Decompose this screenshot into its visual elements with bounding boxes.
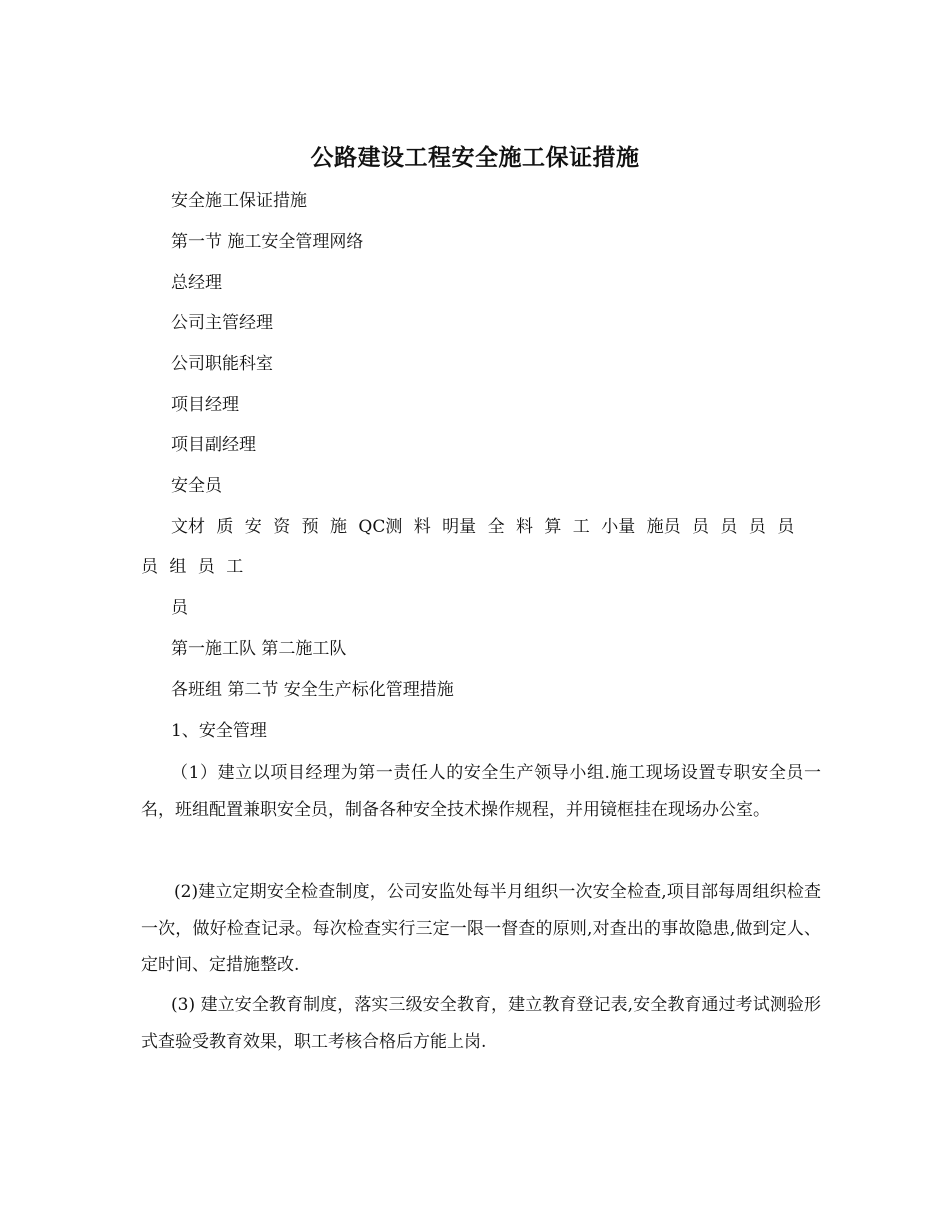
text-line: 总经理 [171,273,222,293]
text-line: 公司职能科室 [171,354,273,374]
paragraph: (2)建立定期安全检查制度，公司安监处每半月组织一次安全检查,项目部每周组织检查一次，做好检查记录。每次检查实行三定一限一督查的原则,对查出的事故隐患,做到定人、定时间、定措施整改. [141,882,821,975]
section-heading: 1、安全管理 [171,721,267,741]
text-line: 项目副经理 [171,435,256,455]
document-title: 公路建设工程安全施工保证措施 [310,144,640,171]
text-line: 安全员 [171,476,222,496]
text-line: 公司主管经理 [171,313,273,333]
text-line: 第一施工队 第二施工队 [171,639,347,659]
text-line: 第一节 施工安全管理网络 [171,232,364,252]
text-line: 项目经理 [171,395,239,415]
paragraph: （1）建立以项目经理为第一责任人的安全生产领导小组.施工现场设置专职安全员一名，班组配置兼职安全员，制备各种安全技术操作规程，并用镜框挂在现场办公室。 [141,763,821,820]
text-line: 安全施工保证措施 [171,191,307,211]
roles-row-2: 员 组 员 工 [141,557,244,577]
roles-row-1: 文材 质 安 资 预 施 QC测 料 明量 全 料 算 工 小量 施员 员 员 员 员 [171,517,795,537]
paragraph: (3) 建立安全教育制度，落实三级安全教育，建立教育登记表,安全教育通过考试测验形式查验受教育效果，职工考核合格后方能上岗. [141,995,821,1052]
text-line: 各班组 第二节 安全生产标化管理措施 [171,680,454,700]
text-line: 员 [171,598,188,618]
